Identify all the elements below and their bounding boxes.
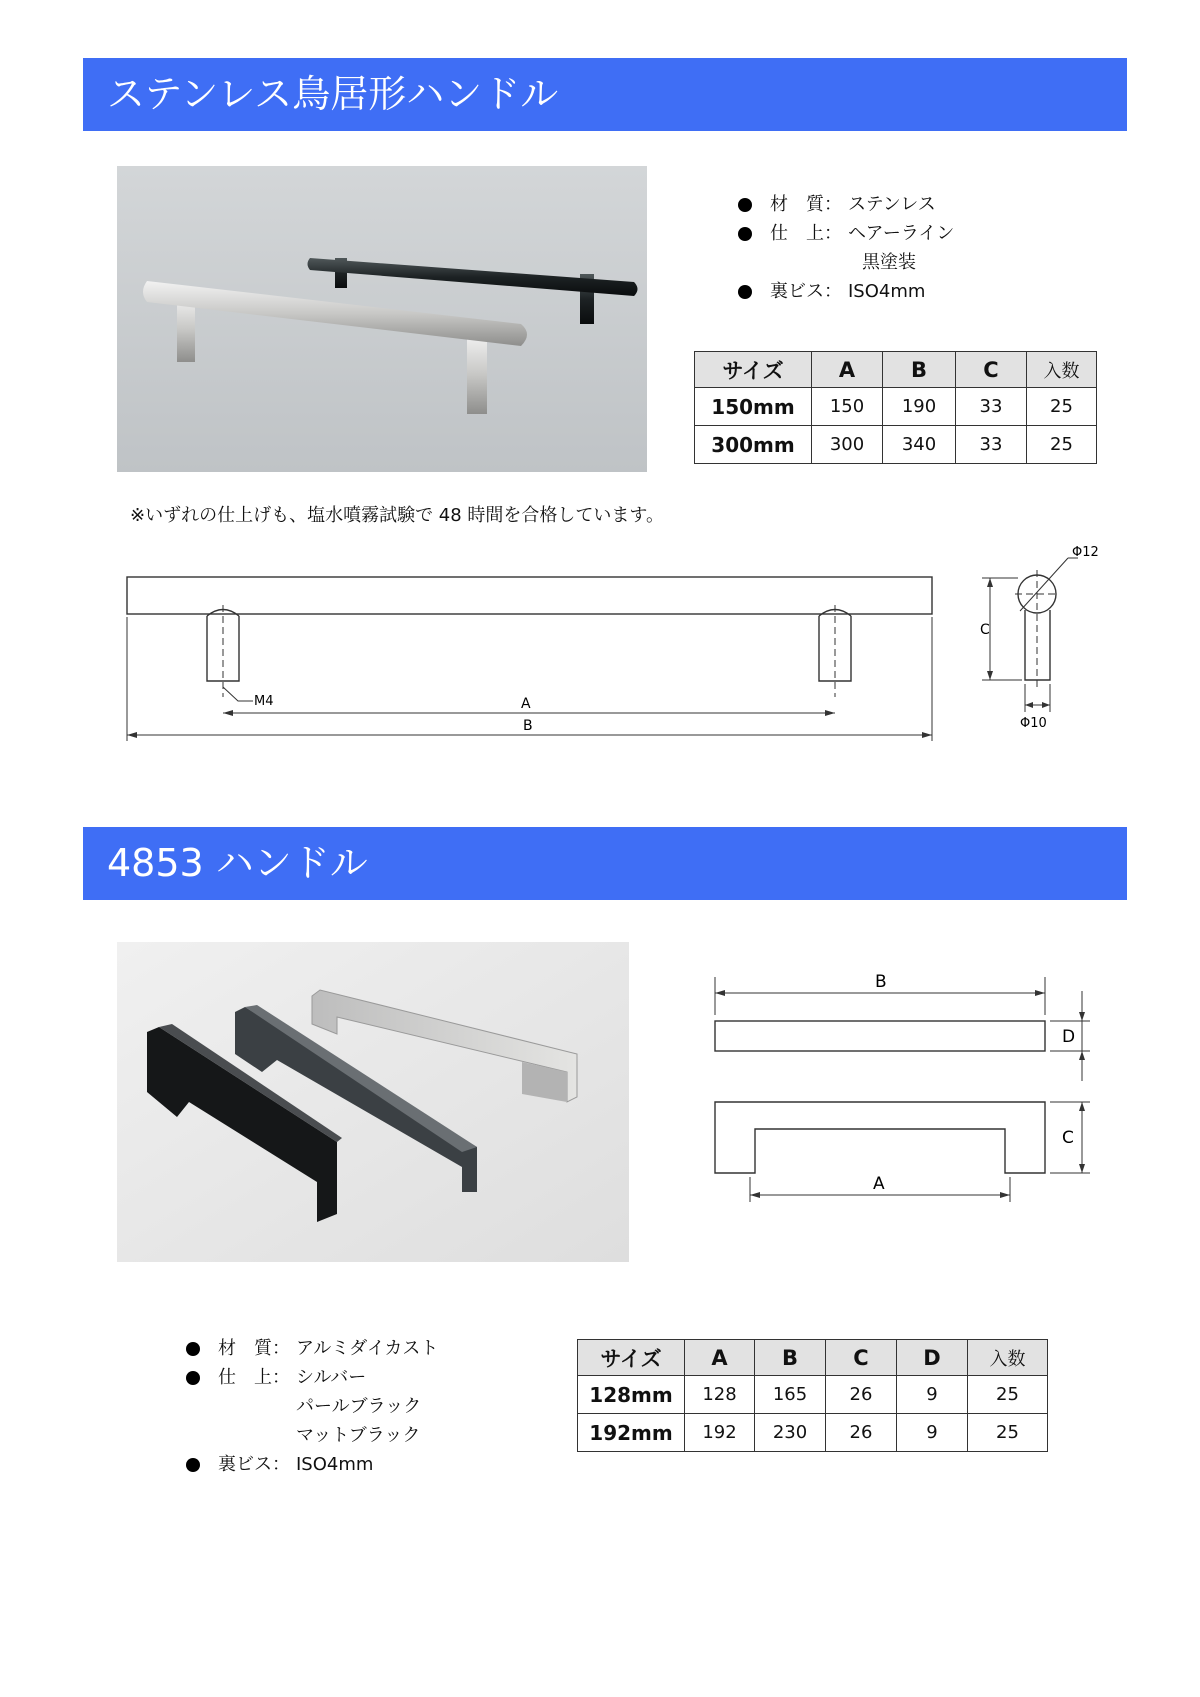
dimension-b-label: B	[875, 972, 887, 992]
table-cell: 26	[826, 1414, 897, 1452]
table-header-cell: C	[826, 1340, 897, 1376]
section2-spec-list	[186, 1334, 438, 1479]
table-header-cell: B	[883, 352, 956, 388]
table-header-cell: 入数	[968, 1340, 1048, 1376]
salt-spray-note: ※いずれの仕上げも、塩水噴霧試験で 48 時間を合格しています。	[130, 505, 664, 526]
spec-value: アルミダイカスト	[296, 1338, 439, 1359]
spec-label: 裏ビス：	[218, 1454, 290, 1475]
spec-finish	[186, 1363, 438, 1392]
phi10-label: Φ10	[1020, 716, 1047, 731]
table-cell: 25	[1027, 388, 1097, 426]
table-cell: 150	[812, 388, 883, 426]
table-cell: 150mm	[695, 388, 812, 426]
spec-finish-continued	[186, 1392, 438, 1421]
table-header-row	[695, 352, 1097, 388]
spec-value: マットブラック	[296, 1425, 421, 1446]
table-cell: 25	[968, 1414, 1048, 1452]
section2-title-banner	[83, 827, 1127, 900]
spec-finish-continued	[186, 1421, 438, 1450]
table-row	[578, 1414, 1048, 1452]
bullet-icon	[186, 1342, 200, 1356]
bullet-icon	[738, 198, 752, 212]
spec-material	[738, 190, 954, 219]
table-header-cell: B	[755, 1340, 826, 1376]
spec-screw	[186, 1450, 438, 1479]
spec-value: ヘアーライン	[848, 223, 955, 244]
dimension-c-label: C	[1062, 1128, 1074, 1148]
table-cell: 128	[685, 1376, 755, 1414]
table-cell: 25	[1027, 426, 1097, 464]
table-cell: 33	[956, 426, 1027, 464]
bullet-icon	[738, 227, 752, 241]
top-view-bar	[715, 1021, 1045, 1051]
table-row	[695, 426, 1097, 464]
table-cell: 128mm	[578, 1376, 685, 1414]
table-cell: 9	[897, 1376, 968, 1414]
section1-spec-list	[738, 190, 954, 306]
table-cell: 192mm	[578, 1414, 685, 1452]
bullet-icon	[186, 1371, 200, 1385]
spec-finish-continued	[738, 248, 954, 277]
table-cell: 190	[883, 388, 956, 426]
spec-value: シルバー	[296, 1367, 367, 1388]
bullet-icon	[186, 1458, 200, 1472]
table-header-cell: A	[685, 1340, 755, 1376]
section2-size-table	[577, 1339, 1048, 1452]
section1-side-drawing	[120, 565, 940, 750]
spec-material	[186, 1334, 438, 1363]
m4-label: M4	[254, 694, 274, 709]
dimension-c-label: C	[980, 622, 990, 638]
section1-product-photo	[117, 166, 647, 472]
table-cell: 25	[968, 1376, 1048, 1414]
table-cell: 340	[883, 426, 956, 464]
table-cell: 230	[755, 1414, 826, 1452]
table-cell: 26	[826, 1376, 897, 1414]
section2-drawing	[700, 965, 1100, 1210]
dimension-a-label: A	[521, 696, 531, 712]
table-cell: 165	[755, 1376, 826, 1414]
dimension-a-label: A	[873, 1174, 885, 1194]
spec-label: 裏ビス：	[770, 281, 842, 302]
table-cell: 300mm	[695, 426, 812, 464]
spec-value: ISO4mm	[848, 281, 926, 302]
spec-label: 材 質：	[218, 1338, 290, 1359]
spec-value: 黒塗装	[862, 252, 916, 273]
table-cell: 9	[897, 1414, 968, 1452]
side-view-handle	[715, 1102, 1045, 1173]
table-cell: 192	[685, 1414, 755, 1452]
spec-value: ステンレス	[848, 194, 936, 215]
spec-label: 仕 上：	[770, 223, 842, 244]
bar-outline	[127, 577, 932, 614]
dimension-d-label: D	[1062, 1027, 1076, 1047]
spec-value: ISO4mm	[296, 1454, 374, 1475]
section1-title-banner	[83, 58, 1127, 131]
section1-end-drawing	[960, 540, 1120, 740]
spec-value: パールブラック	[296, 1396, 422, 1417]
table-header-cell: D	[897, 1340, 968, 1376]
table-header-cell: C	[956, 352, 1027, 388]
section2-product-photo	[117, 942, 629, 1262]
table-header-cell: 入数	[1027, 352, 1097, 388]
bullet-icon	[738, 285, 752, 299]
table-header-cell: サイズ	[578, 1340, 685, 1376]
spec-label: 仕 上：	[218, 1367, 290, 1388]
table-header-cell: A	[812, 352, 883, 388]
section1-size-table	[694, 351, 1097, 464]
section2-title: 4853 ハンドル	[107, 841, 368, 885]
section1-title: ステンレス鳥居形ハンドル	[107, 72, 559, 116]
table-row	[695, 388, 1097, 426]
phi12-label: Φ12	[1072, 545, 1099, 560]
spec-screw	[738, 277, 954, 306]
dimension-b-label: B	[523, 718, 533, 734]
table-header-row	[578, 1340, 1048, 1376]
spec-finish	[738, 219, 954, 248]
table-cell: 300	[812, 426, 883, 464]
table-header-cell: サイズ	[695, 352, 812, 388]
table-row	[578, 1376, 1048, 1414]
table-cell: 33	[956, 388, 1027, 426]
spec-label: 材 質：	[770, 194, 842, 215]
